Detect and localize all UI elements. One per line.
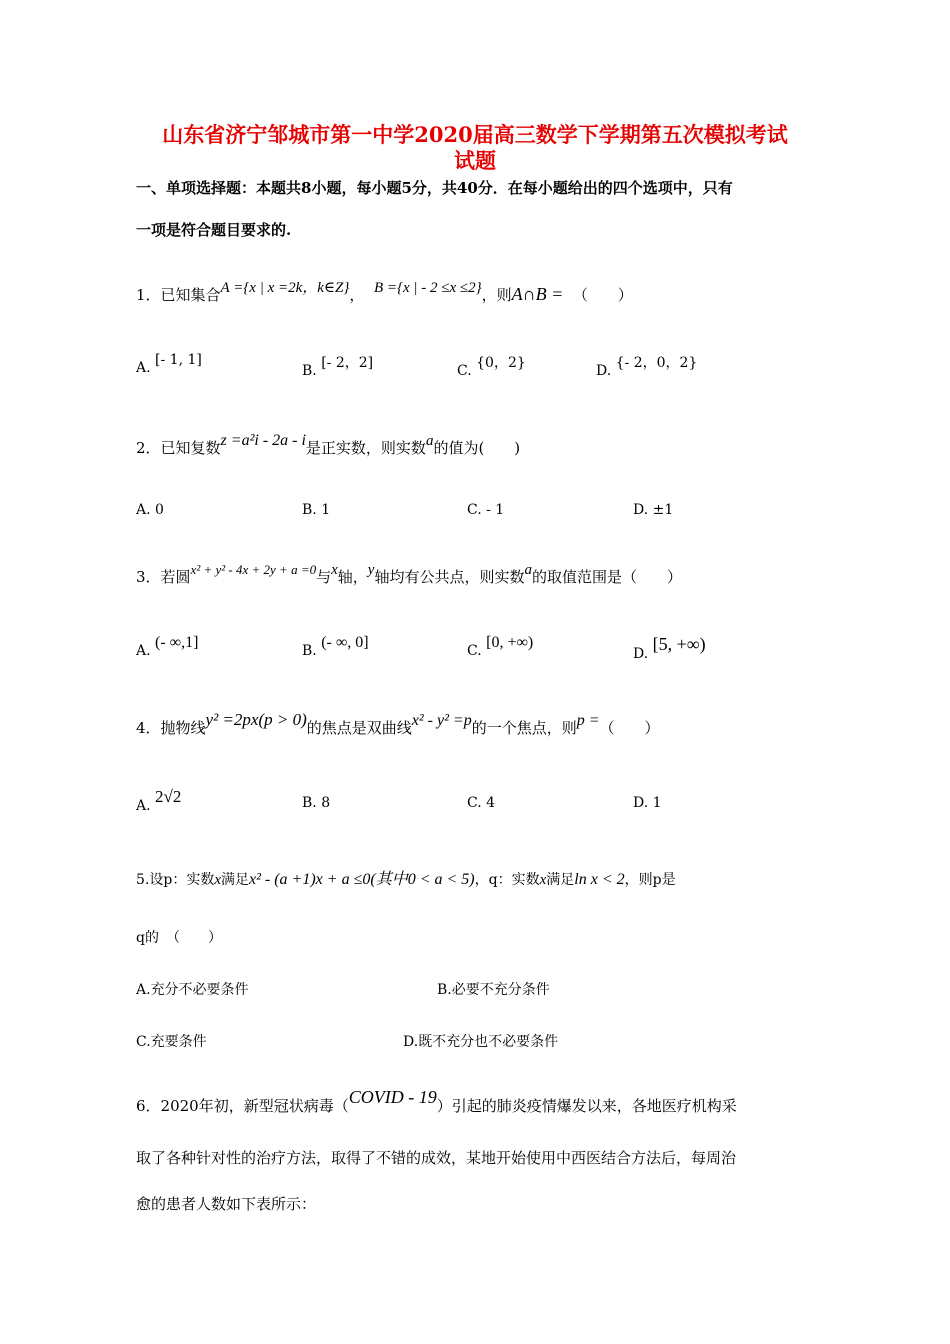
q3-option-a: A. (- ∞,1]	[136, 634, 199, 659]
parabola-equation: y² =2px(p > 0)	[205, 710, 307, 729]
hyperbola-equation: x² - y² =p	[411, 712, 472, 729]
q2-option-a: A. 0	[136, 502, 164, 518]
inequality-p: x² - (a +1)x + a ≤0(其中0 < a < 5)	[249, 871, 475, 888]
question-6: 6．2020年初，新型冠状病毒（COVID - 19）引起的肺炎疫情爆发以来，各地医疗机构采	[136, 1087, 737, 1115]
q3-option-b: B. (- ∞, 0]	[302, 634, 369, 659]
q3-option-d: D. [5, +∞)	[633, 634, 706, 662]
question-6-line-3: 愈的患者人数如下表所示：	[136, 1195, 317, 1213]
set-b-definition: B ={x | - 2 ≤x ≤2}	[373, 280, 482, 296]
q1-option-a: A. [- 1, 1]	[136, 352, 202, 376]
intersection-expr: A∩B =	[511, 284, 564, 304]
question-3: 3．若圆x² + y² - 4x + 2y + a =0与x轴，y轴均有公共点，则实数a的取值范围是（ ）	[136, 562, 682, 586]
q3-option-c: C. [0, +∞)	[467, 634, 534, 659]
covid-label: COVID - 19	[348, 1087, 437, 1107]
q2-option-d: D. ±1	[633, 502, 674, 518]
q1-option-c: C. {0，2}	[457, 355, 526, 379]
section-heading: 一、单项选择题：本题共8小题，每小题5分，共40分．在每小题给出的四个选项中，只有	[136, 179, 733, 197]
question-1: 1．已知集合A ={x | x =2k，k∈Z}， B ={x | - 2 ≤x ≤2}，则A∩B = （ ）	[136, 280, 633, 304]
q1-option-b: B. [- 2，2]	[302, 355, 374, 379]
complex-number-expr: z =a²i - 2a - i	[220, 432, 306, 449]
q5-option-a: A.充分不必要条件	[136, 982, 249, 998]
question-4: 4．抛物线y² =2px(p > 0)的焦点是双曲线x² - y² =p的一个焦点，则p =（ ）	[136, 710, 660, 737]
document-title: 山东省济宁邹城市第一中学2020届高三数学下学期第五次模拟考试	[162, 122, 788, 147]
q5-option-b: B.必要不充分条件	[437, 982, 550, 998]
q4-option-c: C. 4	[467, 795, 496, 811]
q2-option-c: C. - 1	[467, 502, 505, 518]
q4-option-b: B. 8	[302, 795, 331, 811]
question-5: 5.设p：实数x满足x² - (a +1)x + a ≤0(其中0 < a < 5)，q：实数x满足ln x < 2，则p是	[136, 871, 676, 888]
inequality-q: ln x < 2	[574, 871, 625, 888]
question-2: 2．已知复数z =a²i - 2a - i是正实数，则实数a的值为( )	[136, 432, 521, 457]
question-5-continued: q的 （ ）	[136, 930, 222, 946]
circle-equation: x² + y² - 4x + 2y + a =0	[190, 562, 317, 577]
section-heading-continued: 一项是符合题目要求的.	[136, 221, 292, 239]
q4-option-a: A. 2√2	[136, 787, 182, 814]
q2-option-b: B. 1	[302, 502, 331, 518]
set-a-definition: A ={x | x =2k，k∈Z}	[220, 280, 350, 296]
q4-option-d: D. 1	[633, 795, 662, 811]
q1-option-d: D. {- 2，0，2}	[596, 355, 698, 379]
q5-option-d: D.既不充分也不必要条件	[403, 1034, 559, 1050]
question-6-line-2: 取了各种针对性的治疗方法，取得了不错的成效，某地开始使用中西医结合方法后，每周治	[136, 1149, 737, 1167]
q5-option-c: C.充要条件	[136, 1034, 207, 1050]
document-title-continued: 试题	[454, 148, 496, 173]
